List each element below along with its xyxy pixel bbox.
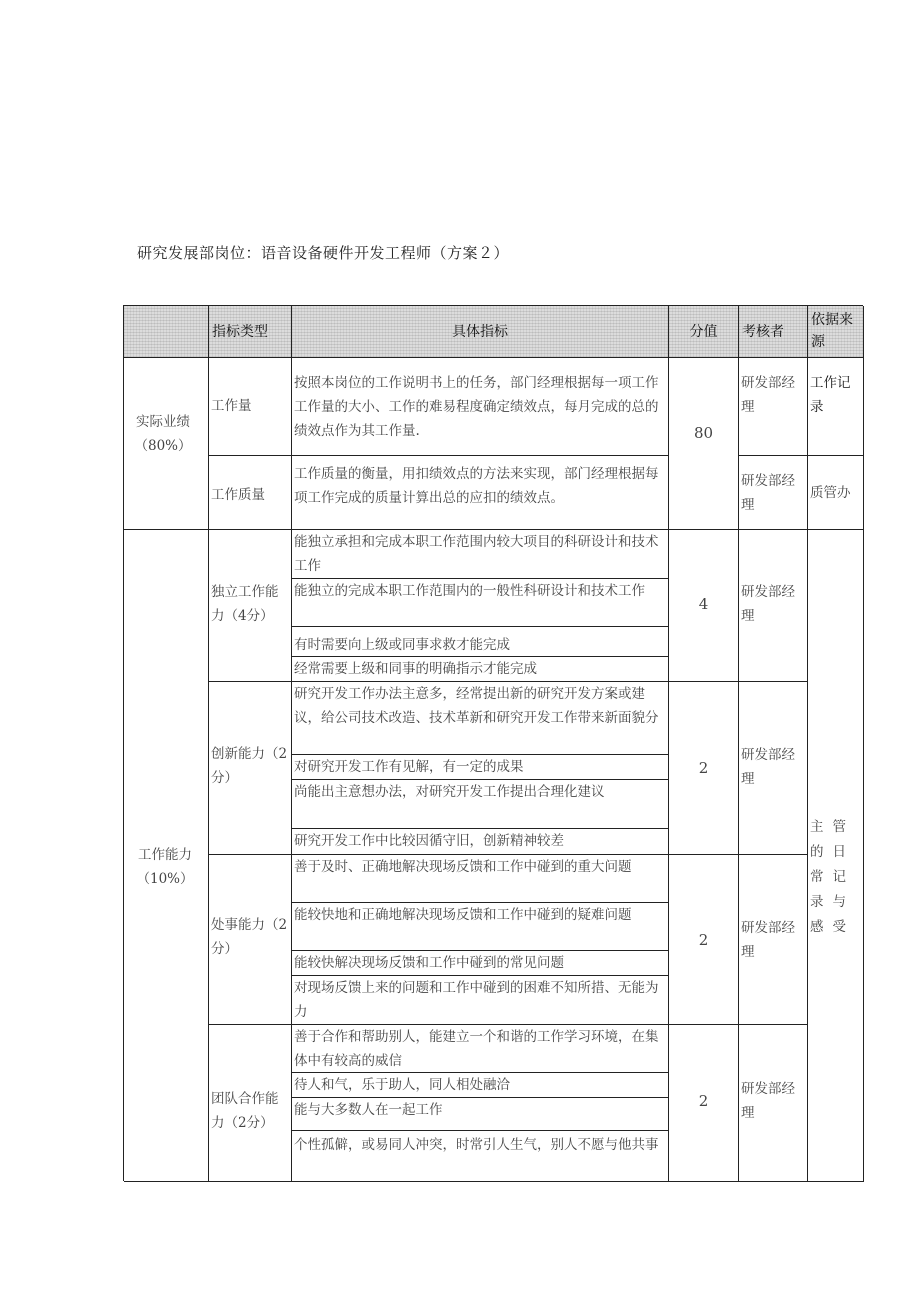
header-category bbox=[124, 306, 209, 358]
level-item: 善于及时、正确地解决现场反馈和工作中碰到的重大问题 bbox=[292, 855, 668, 903]
header-score: 分值 bbox=[669, 306, 739, 358]
header-source: 依据来源 bbox=[808, 306, 864, 358]
score-performance: 80 bbox=[669, 358, 739, 530]
level-item: 能独立的完成本职工作范围内的一般性科研设计和技术工作 bbox=[292, 579, 668, 627]
level-item: 对研究开发工作有见解，有一定的成果 bbox=[292, 755, 668, 780]
level-item: 研究开发工作办法主意多，经常提出新的研究开发方案或建议，给公司技术改造、技术革新和研究开发工作带来新面貌分 bbox=[292, 682, 668, 755]
score-independent-work: 4 bbox=[669, 530, 739, 682]
type-problem-handling: 处事能力（2分） bbox=[209, 855, 292, 1025]
level-item: 个性孤僻，或易同人冲突，时常引人生气，别人不愿与他共事 bbox=[294, 1137, 659, 1153]
category-ability: 工作能力（10%） bbox=[124, 530, 209, 1182]
levels-problem-handling bbox=[292, 855, 669, 1025]
score-problem-handling: 2 bbox=[669, 855, 739, 1025]
header-indicator: 具体指标 bbox=[292, 306, 669, 358]
level-item: 研究开发工作中比较因循守旧，创新精神较差 bbox=[294, 833, 564, 849]
type-workload: 工作量 bbox=[209, 358, 292, 456]
header-type: 指标类型 bbox=[209, 306, 292, 358]
level-item: 能与大多数人在一起工作 bbox=[292, 1098, 668, 1131]
assessor-problem-handling: 研发部经理 bbox=[739, 855, 808, 1025]
level-item: 对现场反馈上来的问题和工作中碰到的困难不知所措、无能为力 bbox=[294, 980, 659, 1020]
header-assessor: 考核者 bbox=[739, 306, 808, 358]
score-innovation: 2 bbox=[669, 682, 739, 855]
category-performance: 实际业绩（80%） bbox=[124, 358, 209, 530]
assessor-independent-work: 研发部经理 bbox=[739, 530, 808, 682]
type-quality: 工作质量 bbox=[209, 456, 292, 530]
level-item: 能较快地和正确地解决现场反馈和工作中碰到的疑难问题 bbox=[292, 903, 668, 951]
assessor-quality: 研发部经理 bbox=[739, 456, 808, 530]
indicator-workload: 按照本岗位的工作说明书上的任务，部门经理根据每一项工作工作量的大小、工作的难易程度确定绩效点，每月完成的总的绩效点作为其工作量. bbox=[292, 358, 669, 456]
assessor-teamwork: 研发部经理 bbox=[739, 1025, 808, 1182]
level-item: 待人和气，乐于助人，同人相处融洽 bbox=[292, 1073, 668, 1098]
level-item: 善于合作和帮助别人，能建立一个和谐的工作学习环境，在集体中有较高的威信 bbox=[292, 1025, 668, 1073]
type-independent-work: 独立工作能力（4分） bbox=[209, 530, 292, 682]
source-quality: 质管办 bbox=[808, 456, 864, 530]
level-item: 尚能出主意想办法，对研究开发工作提出合理化建议 bbox=[292, 780, 668, 829]
level-item: 能独立承担和完成本职工作范围内较大项目的科研设计和技术工作 bbox=[292, 530, 668, 579]
type-innovation: 创新能力（2分） bbox=[209, 682, 292, 855]
kpi-table bbox=[123, 305, 863, 1181]
level-item: 有时需要向上级或同事求救才能完成 bbox=[292, 627, 668, 657]
levels-innovation bbox=[292, 682, 669, 855]
source-workload: 工作记录 bbox=[808, 358, 864, 456]
indicator-quality: 工作质量的衡量，用扣绩效点的方法来实现，部门经理根据每项工作完成的质量计算出总的应扣的绩效点。 bbox=[292, 456, 669, 530]
levels-teamwork bbox=[292, 1025, 669, 1182]
page-title: 研究发展部岗位：语音设备硬件开发工程师（方案２） bbox=[137, 244, 510, 262]
level-item: 能较快解决现场反馈和工作中碰到的常见问题 bbox=[292, 951, 668, 976]
type-teamwork: 团队合作能力（2分） bbox=[209, 1025, 292, 1182]
assessor-workload: 研发部经理 bbox=[739, 358, 808, 456]
levels-independent-work bbox=[292, 530, 669, 682]
score-teamwork: 2 bbox=[669, 1025, 739, 1182]
source-ability: 主管的日常记录与感受 bbox=[808, 530, 864, 1182]
level-item: 经常需要上级和同事的明确指示才能完成 bbox=[294, 661, 537, 677]
assessor-innovation: 研发部经理 bbox=[739, 682, 808, 855]
